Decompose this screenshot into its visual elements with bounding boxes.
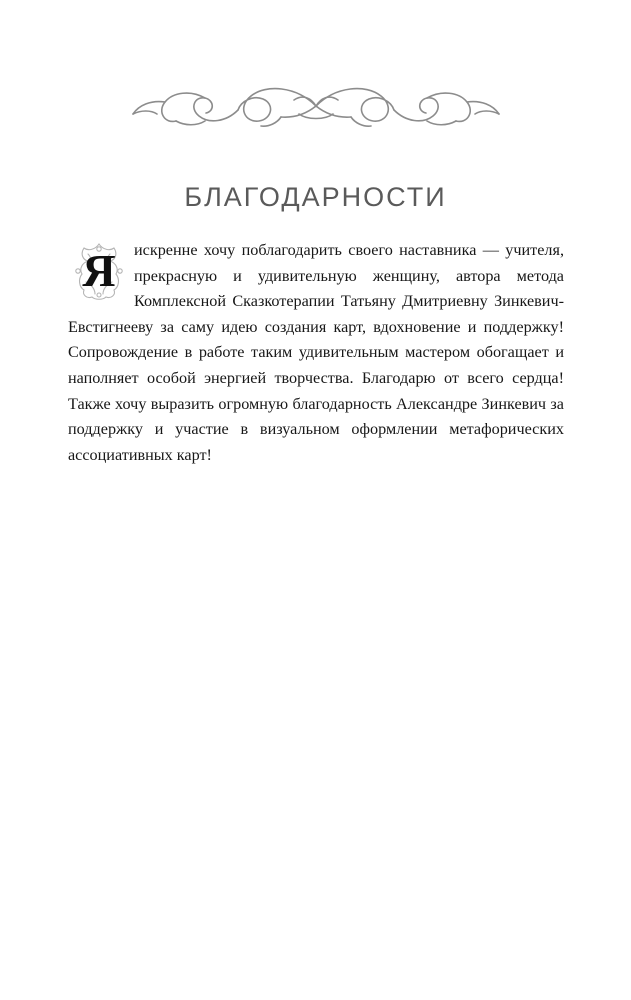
page-title: БЛАГОДАРНОСТИ <box>184 182 447 212</box>
acknowledgements-paragraph: искренне хочу поблагодарить своего наставника — учителя, прекрасную и удивительную женщину, автора метода Комплексной Сказкотерапии Татьяну Дмитриевну Зинкевич-Евстигнееву за саму идею создания карт, вдохновение и поддержку! Сопровождение в работе таким удивительным мастером обогащает и наполняет особой энергией творчества. Благодарю от всего сердца! Также хочу выразить огромную благодарность Александре Зинкевич за поддержку и участие в визуальном оформлении метафорических ассоциативных карт! <box>68 241 564 464</box>
dropcap <box>68 240 130 302</box>
decorative-flourish-divider <box>0 70 631 140</box>
body-text-block <box>68 238 564 468</box>
dropcap-letter: Я <box>82 245 116 296</box>
